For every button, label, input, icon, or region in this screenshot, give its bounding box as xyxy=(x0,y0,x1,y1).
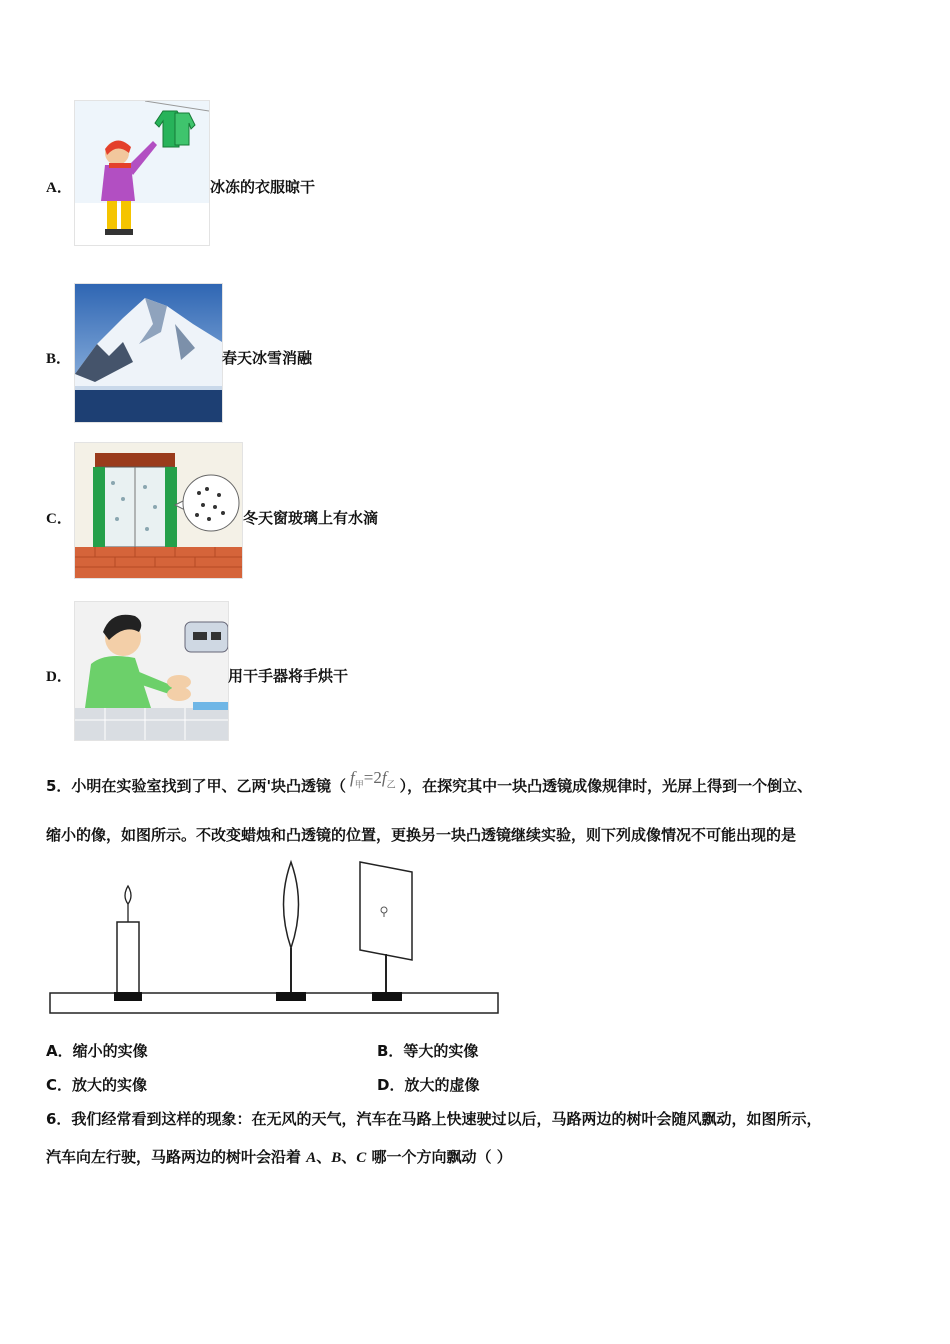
focal-length-formula xyxy=(350,768,396,790)
formula-eq: =2 xyxy=(363,768,382,787)
frozen-clothes-image xyxy=(74,100,210,246)
hand-dryer-image xyxy=(74,601,229,741)
light-screen-icon xyxy=(360,862,412,1001)
q5-option-d: D．放大的虚像 xyxy=(377,1076,480,1094)
option-c-caption: 冬天窗玻璃上有水滴 xyxy=(243,509,379,527)
q6-sep1: 、 xyxy=(316,1148,332,1166)
formula-sub2: 乙 xyxy=(386,779,396,790)
q6-letter-a: A xyxy=(306,1150,317,1166)
q6-line1: 6．我们经常看到这样的现象：在无风的天气，汽车在马路上快速驶过以后，马路两边的树叶会随风飘动，如图所示， xyxy=(46,1110,822,1128)
q5-option-c: C．放大的实像 xyxy=(46,1076,148,1094)
option-d-caption: 用干手器将手烘干 xyxy=(228,667,349,685)
lens-experiment-diagram xyxy=(48,858,504,1018)
option-c-label: C． xyxy=(46,511,72,527)
candle-icon xyxy=(114,886,142,1001)
option-b-label: B． xyxy=(46,351,72,367)
q5-text-after-formula: ），在探究其中一块凸透镜成像规律时，光屏上得到一个倒立、 xyxy=(399,777,813,795)
melting-snow-image xyxy=(74,283,223,423)
q5-option-a: A．缩小的实像 xyxy=(46,1042,148,1060)
q5-line1 xyxy=(46,768,813,798)
convex-lens-icon xyxy=(276,862,306,1001)
window-water-drops-image xyxy=(74,442,243,579)
q5-option-b: B．等大的实像 xyxy=(377,1042,479,1060)
option-a-label: A． xyxy=(46,180,72,196)
q5-text-before-formula: 5．小明在实验室找到了甲、乙两'块凸透镜（ xyxy=(46,777,347,795)
q6-sep2: 、 xyxy=(341,1148,357,1166)
q6-letter-c: C xyxy=(356,1150,367,1166)
q6-text-before: 汽车向左行驶，马路两边的树叶会沿着 xyxy=(46,1148,307,1166)
option-d-label: D． xyxy=(46,669,72,685)
q6-letter-b: B xyxy=(331,1150,342,1166)
q5-line2: 缩小的像，如图所示。不改变蜡烛和凸透镜的位置，更换另一块凸透镜继续实验，则下列成像情况不可能出现的是 xyxy=(46,826,797,844)
option-a-caption: 冰冻的衣服晾干 xyxy=(210,178,316,196)
q6-line2 xyxy=(46,1146,512,1167)
formula-f2: f xyxy=(381,768,387,787)
option-b-caption: 春天冰雪消融 xyxy=(222,349,313,367)
formula-f1: f xyxy=(350,768,355,787)
q6-text-after: 哪一个方向飘动（ ） xyxy=(366,1148,512,1166)
formula-sub1: 甲 xyxy=(354,779,364,790)
